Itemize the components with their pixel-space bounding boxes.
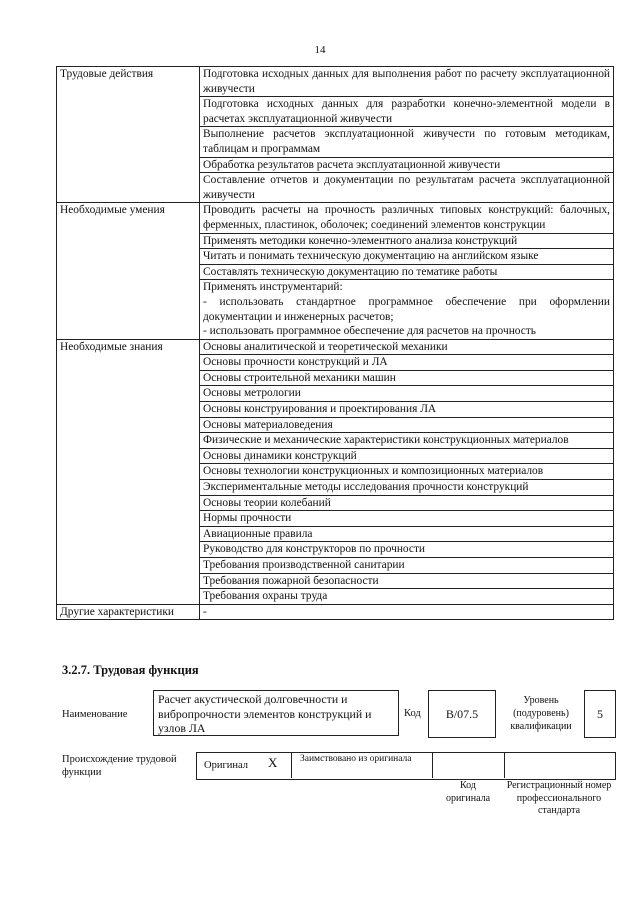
page-number: 14 <box>314 44 326 56</box>
row-category-label: Необходимые знания <box>57 339 200 604</box>
section-title: 3.2.7. Трудовая функция <box>62 663 199 677</box>
table-row <box>57 67 614 97</box>
reg-number-caption: Регистрационный номер профессионального стандарта <box>506 780 612 816</box>
code-label: Код <box>404 708 421 719</box>
row-item-text: Основы прочности конструкций и ЛА <box>200 355 614 371</box>
row-item-text: Применять инструментарий: - использовать стандартное программное обеспечение при оформлении документации и инженерных расчетов; - использовать программное обеспечение для расчетов на прочность <box>200 280 614 339</box>
table-row <box>57 339 614 355</box>
row-item-text: Применять методики конечно-элементного анализа конструкций <box>200 233 614 249</box>
qualification-level-value: 5 <box>597 707 603 721</box>
row-item-text: Требования производственной санитарии <box>200 558 614 574</box>
row-item-text: Руководство для конструкторов по прочности <box>200 542 614 558</box>
origin-label: Происхождение трудовой функции <box>62 754 177 778</box>
name-label: Наименование <box>62 709 128 720</box>
origin-code-caption: Код оригинала <box>445 780 491 804</box>
row-category-label: Другие характеристики <box>57 604 200 620</box>
table-row <box>57 604 614 620</box>
work-function-table <box>56 66 614 620</box>
row-item-text: Обработка результатов расчета эксплуатационной живучести <box>200 157 614 173</box>
row-item-text: Авиационные правила <box>200 526 614 542</box>
row-item-text: Основы теории колебаний <box>200 495 614 511</box>
function-name-box <box>153 690 399 736</box>
row-item-text: Основы строительной механики машин <box>200 370 614 386</box>
row-item-text: Подготовка исходных данных для выполнения работ по расчету эксплуатационной живучести <box>200 67 614 97</box>
row-item-text: Экспериментальные методы исследования прочности конструкций <box>200 480 614 496</box>
row-item-text: Требования пожарной безопасности <box>200 573 614 589</box>
qualification-level-box <box>584 690 616 738</box>
row-item-text: Проводить расчеты на прочность различных типовых конструкций: балочных, ферменных, пластинок, оболочек; соединений элементов конструкции <box>200 203 614 233</box>
row-item-text: Составление отчетов и документации по результатам расчета эксплуатационной живучести <box>200 173 614 203</box>
row-item-text: Читать и понимать техническую документацию на английском языке <box>200 249 614 265</box>
function-name-value: Расчет акустической долговечности и вибропрочности элементов конструкций и узлов ЛА <box>158 692 372 735</box>
row-item-text: Подготовка исходных данных для разработки конечно-элементной модели в расчетах эксплуатационной живучести <box>200 97 614 127</box>
origin-code-cell <box>432 752 505 778</box>
code-value-box <box>428 690 496 738</box>
row-item-text: Основы материаловедения <box>200 417 614 433</box>
row-item-text: Требования охраны труда <box>200 589 614 605</box>
row-item-text: Основы аналитической и теоретической механики <box>200 339 614 355</box>
row-item-text: Составлять техническую документацию по тематике работы <box>200 264 614 280</box>
row-category-label: Необходимые умения <box>57 203 200 339</box>
table-row <box>57 203 614 233</box>
row-item-text: Выполнение расчетов эксплуатационной живучести по готовым методикам, таблицам и программам <box>200 127 614 157</box>
row-item-text: Основы метрологии <box>200 386 614 402</box>
row-item-text: - <box>200 604 614 620</box>
code-value: B/07.5 <box>445 707 479 721</box>
row-item-text: Нормы прочности <box>200 511 614 527</box>
row-item-text: Основы динамики конструкций <box>200 448 614 464</box>
borrowed-label: Заимствовано из оригинала <box>300 754 412 764</box>
row-item-text: Основы конструирования и проектирования ЛА <box>200 402 614 418</box>
row-category-label: Трудовые действия <box>57 67 200 203</box>
row-item-text: Основы технологии конструкционных и композиционных материалов <box>200 464 614 480</box>
original-mark: X <box>268 755 278 770</box>
original-label: Оригинал <box>204 760 248 771</box>
row-item-text: Физические и механические характеристики конструкционных материалов <box>200 433 614 449</box>
qualification-level-label: Уровень (подуровень) квалификации <box>510 695 572 732</box>
